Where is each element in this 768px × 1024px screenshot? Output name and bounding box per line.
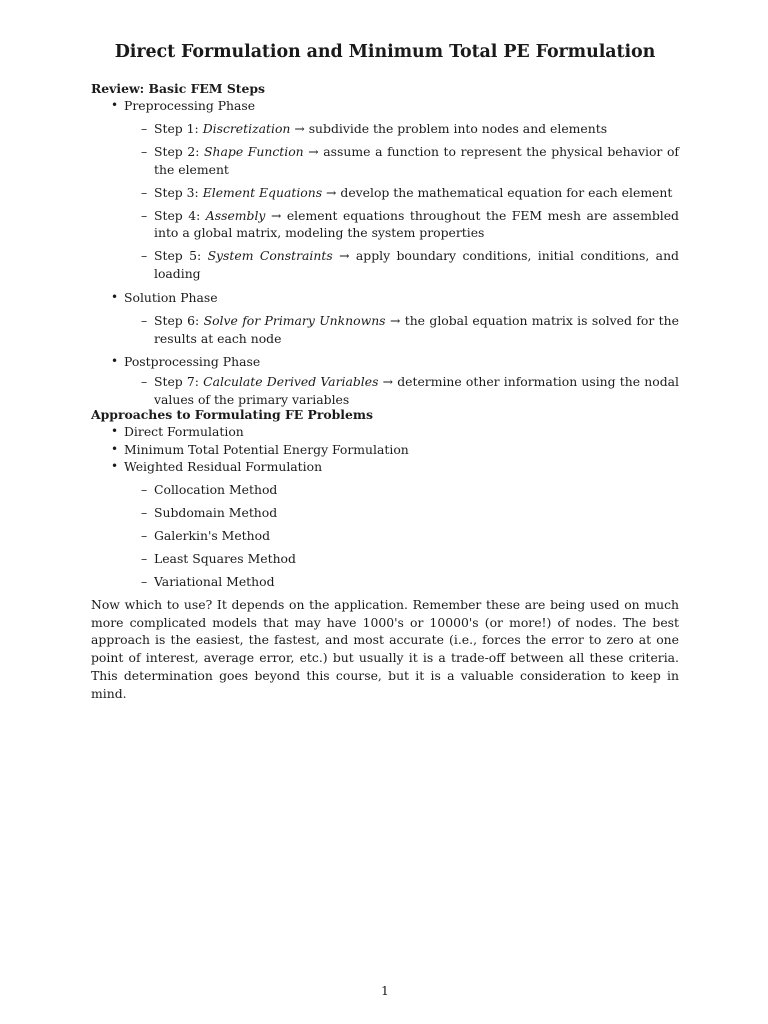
step-prefix: Step 1: <box>154 121 199 136</box>
page-title: Direct Formulation and Minimum Total PE Formulation <box>114 42 656 62</box>
bullet-icon: • <box>111 424 119 438</box>
phase-item-postprocessing <box>91 353 679 408</box>
phase-item-preprocessing <box>91 97 679 283</box>
approach-item <box>91 423 679 441</box>
dash-icon: – <box>141 184 148 200</box>
method-item <box>91 481 679 499</box>
step-description: subdivide the problem into nodes and elements <box>308 121 608 136</box>
approaches-heading: Approaches to Formulating FE Problems <box>91 407 373 422</box>
phase-list <box>91 97 679 408</box>
step-list <box>91 312 679 347</box>
step-term: Solve for Primary Unknowns <box>203 312 386 328</box>
step-description: the global equation matrix is solved for the results at each node <box>154 312 679 346</box>
approaches-section <box>91 406 679 591</box>
arrow-icon: → <box>294 121 305 136</box>
method-label: Variational Method <box>154 574 275 590</box>
bullet-icon: • <box>111 459 119 474</box>
step-description: element equations throughout the FEM mesh are assembled into a global matrix, modeling the system properties <box>154 207 679 241</box>
step-item <box>91 247 679 282</box>
review-section <box>91 80 679 408</box>
approach-label: Direct Formulation <box>124 424 244 439</box>
step-prefix: Step 2: <box>154 144 200 159</box>
arrow-icon: → <box>389 312 401 328</box>
dash-icon: – <box>141 482 148 498</box>
step-item <box>91 120 679 138</box>
step-prefix: Step 3: <box>154 184 199 200</box>
dash-icon: – <box>141 207 148 223</box>
dash-icon: – <box>141 551 148 567</box>
step-description: develop the mathematical equation for each element <box>340 184 673 200</box>
step-item <box>91 373 679 408</box>
arrow-icon: → <box>308 144 319 159</box>
dash-icon: – <box>141 528 148 544</box>
dash-icon: – <box>141 505 148 521</box>
arrow-icon: → <box>339 248 350 264</box>
dash-icon: – <box>141 574 148 590</box>
method-item <box>91 504 679 522</box>
phase-label: Preprocessing Phase <box>124 98 256 113</box>
step-prefix: Step 7: <box>154 373 199 389</box>
dash-icon: – <box>141 248 148 264</box>
step-prefix: Step 4: <box>154 207 201 223</box>
review-heading: Review: Basic FEM Steps <box>91 81 266 96</box>
step-term: Calculate Derived Variables <box>203 373 379 389</box>
bullet-icon: • <box>111 289 119 304</box>
approach-label: Weighted Residual Formulation <box>124 459 323 475</box>
approach-list <box>91 423 679 591</box>
arrow-icon: → <box>382 373 394 389</box>
dash-icon: – <box>141 144 148 159</box>
method-item <box>91 550 679 568</box>
approach-label: Minimum Total Potential Energy Formulation <box>124 441 409 457</box>
document-page <box>91 0 679 1024</box>
method-label: Subdomain Method <box>154 505 278 521</box>
step-description: assume a function to represent the physical behavior of the element <box>154 144 679 177</box>
arrow-icon: → <box>326 184 337 200</box>
method-label: Galerkin's Method <box>154 528 271 544</box>
step-item <box>91 207 679 242</box>
bullet-icon: • <box>111 441 119 456</box>
step-prefix: Step 6: <box>154 312 200 328</box>
page-number: 1 <box>381 983 389 998</box>
step-description: apply boundary conditions, initial conditions, and loading <box>154 248 679 282</box>
dash-icon: – <box>141 373 148 389</box>
method-label: Least Squares Method <box>154 551 296 567</box>
dash-icon: – <box>141 312 148 328</box>
approach-item <box>91 458 679 591</box>
step-item <box>91 184 679 202</box>
step-list <box>91 120 679 283</box>
approach-item <box>91 441 679 459</box>
method-item <box>91 573 679 591</box>
bullet-icon: • <box>111 354 119 369</box>
step-term: Discretization <box>202 121 291 136</box>
step-term: Shape Function <box>204 144 304 159</box>
step-list <box>91 373 679 408</box>
method-label: Collocation Method <box>154 482 278 498</box>
phase-item-solution <box>91 289 679 347</box>
step-term: Element Equations <box>202 184 323 200</box>
dash-icon: – <box>141 121 148 136</box>
step-description: determine other information using the nodal values of the primary variables <box>154 373 679 407</box>
step-term: System Constraints <box>207 248 333 264</box>
discussion-paragraph: Now which to use? It depends on the application. Remember these are being used on much more complicated models that may have 1000's or 10000's (or more!) of nodes. The best approach is the easiest, the fastest, and most accurate (i.e., forces the error to zero at one point of interest, average error, etc.) but usually it is a trade-off between all these criteria. This determination goes beyond this course, but it is a valuable consideration to keep in mind. <box>91 597 679 701</box>
phase-label: Postprocessing Phase <box>124 354 261 370</box>
step-term: Assembly <box>205 207 266 223</box>
arrow-icon: → <box>270 207 282 223</box>
method-item <box>91 527 679 545</box>
bullet-icon: • <box>111 98 119 112</box>
phase-label: Solution Phase <box>124 289 218 305</box>
method-list <box>91 481 679 591</box>
step-item <box>91 143 679 178</box>
step-prefix: Step 5: <box>154 248 202 264</box>
step-item <box>91 312 679 347</box>
